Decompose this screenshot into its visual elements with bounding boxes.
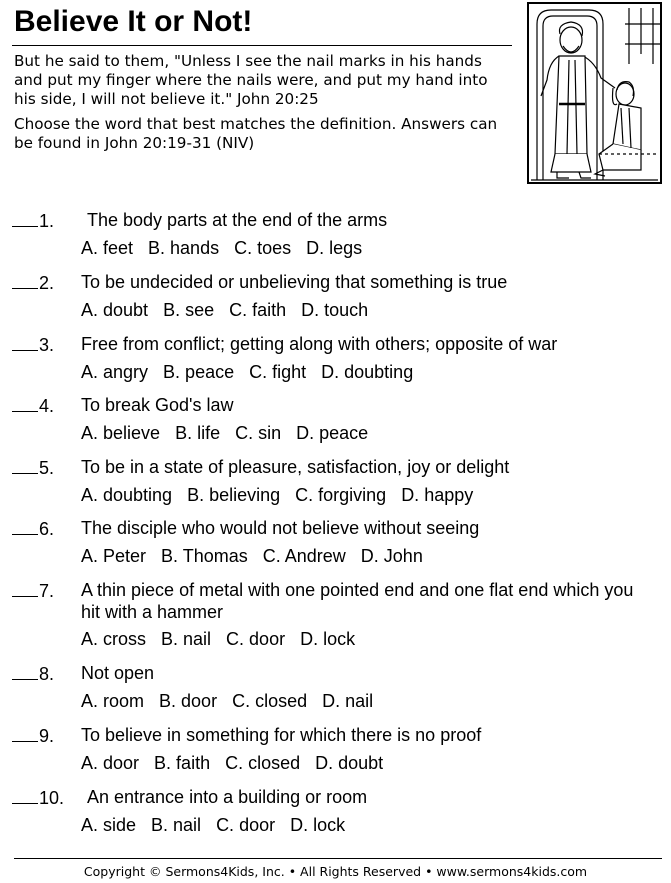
option-b: B. faith (154, 753, 211, 773)
question-number: 2. (12, 271, 54, 294)
question-definition: Not open (81, 663, 155, 683)
answer-options (81, 361, 428, 383)
option-d: D. doubt (315, 753, 384, 773)
question-definition: The body parts at the end of the arms (87, 210, 388, 230)
question-number: 10. (12, 786, 64, 809)
option-a: A. believe (81, 423, 161, 443)
option-d: D. happy (401, 485, 474, 505)
option-d: D. legs (306, 238, 363, 258)
question-definition: Free from conflict; getting along with others; opposite of war (81, 334, 558, 354)
option-a: A. side (81, 815, 137, 835)
option-a: A. doubt (81, 300, 149, 320)
option-c: C. door (226, 629, 286, 649)
answer-blank[interactable] (12, 724, 38, 742)
option-c: C. toes (234, 238, 292, 258)
option-b: B. Thomas (161, 546, 248, 566)
option-b: B. nail (161, 629, 212, 649)
option-c: C. Andrew (262, 546, 346, 566)
option-c: C. sin (235, 423, 282, 443)
question-number: 5. (12, 456, 54, 479)
option-c: C. fight (249, 362, 307, 382)
instructions-text: Choose the word that best matches the definition. Answers can be found in John 20:19-31 (NIV) (14, 115, 498, 152)
option-d: D. peace (296, 423, 369, 443)
option-b: B. life (175, 423, 221, 443)
option-a: A. Peter (81, 546, 147, 566)
answer-blank[interactable] (12, 394, 38, 412)
answer-blank[interactable] (12, 209, 38, 227)
option-b: B. door (159, 691, 218, 711)
answer-blank[interactable] (12, 517, 38, 535)
question-definition: The disciple who would not believe without seeing (81, 518, 480, 538)
answer-options (81, 484, 488, 506)
answer-blank[interactable] (12, 662, 38, 680)
worksheet-title: Believe It or Not! (14, 5, 253, 38)
option-d: D. John (360, 546, 423, 566)
question-number: 3. (12, 333, 54, 356)
answer-options (81, 814, 360, 836)
answer-options (81, 237, 377, 259)
answer-options (81, 545, 438, 567)
option-a: A. doubting (81, 485, 173, 505)
question-number: 8. (12, 662, 54, 685)
option-b: B. hands (148, 238, 220, 258)
option-a: A. angry (81, 362, 149, 382)
answer-blank[interactable] (12, 579, 38, 597)
footer-divider (14, 858, 662, 859)
option-d: D. doubting (321, 362, 414, 382)
option-b: B. believing (187, 485, 281, 505)
option-a: A. door (81, 753, 140, 773)
question-definition: To break God's law (81, 395, 234, 415)
option-a: A. feet (81, 238, 134, 258)
option-a: A. room (81, 691, 145, 711)
question-definition: A thin piece of metal with one pointed end and one flat end which you hit with a hammer (81, 580, 634, 622)
answer-blank[interactable] (12, 333, 38, 351)
option-c: C. forgiving (295, 485, 387, 505)
option-c: C. closed (225, 753, 301, 773)
option-c: C. closed (232, 691, 308, 711)
question-definition: An entrance into a building or room (87, 787, 368, 807)
answer-options (81, 628, 370, 650)
copyright-footer: Copyright © Sermons4Kids, Inc. • All Rights Reserved • www.sermons4kids.com (83, 864, 588, 879)
question-number: 4. (12, 394, 54, 417)
answer-blank[interactable] (12, 456, 38, 474)
option-d: D. lock (290, 815, 346, 835)
question-definition: To be undecided or unbelieving that something is true (81, 272, 508, 292)
option-d: D. lock (300, 629, 356, 649)
question-number: 1. (12, 209, 54, 232)
question-number: 7. (12, 579, 54, 602)
question-number: 9. (12, 724, 54, 747)
question-number: 6. (12, 517, 54, 540)
answer-options (81, 752, 398, 774)
option-b: B. see (163, 300, 215, 320)
answer-options (81, 690, 388, 712)
answer-options (81, 299, 383, 321)
option-c: C. faith (229, 300, 287, 320)
scripture-quote: But he said to them, "Unless I see the nail marks in his hands and put my finger where the nails were, and put my hand into his side, I will not believe it." John 20:25 (14, 52, 488, 108)
answer-blank[interactable] (12, 786, 38, 804)
option-b: B. nail (151, 815, 202, 835)
answer-options (81, 422, 383, 444)
option-c: C. door (216, 815, 276, 835)
option-d: D. touch (301, 300, 369, 320)
question-definition: To believe in something for which there is no proof (81, 725, 482, 745)
option-a: A. cross (81, 629, 147, 649)
option-b: B. peace (163, 362, 235, 382)
answer-blank[interactable] (12, 271, 38, 289)
question-definition: To be in a state of pleasure, satisfaction, joy or delight (81, 457, 510, 477)
option-d: D. nail (322, 691, 374, 711)
